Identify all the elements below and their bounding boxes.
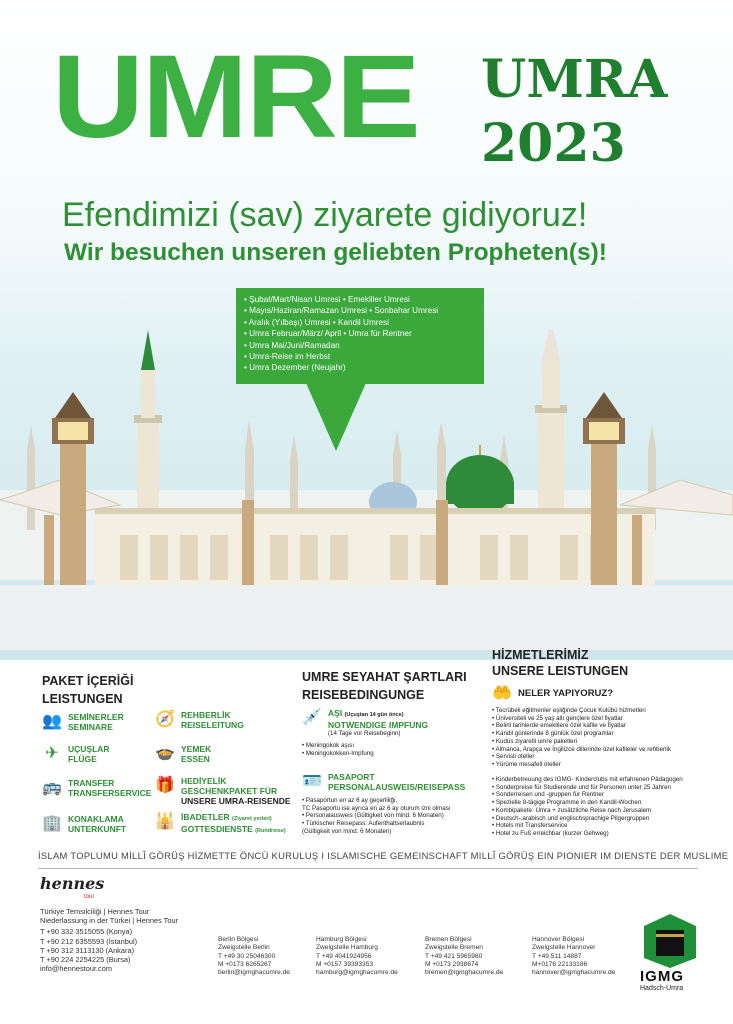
phone: T +90 312 3113130 (Ankara) xyxy=(40,945,135,955)
branch-tr: Hannover Bölgesi xyxy=(532,936,585,943)
sartlar-section xyxy=(302,670,467,703)
list-item: • Servisli oteller xyxy=(492,753,535,761)
list-item: • Belirli tarihlerde emeklilere özel kafile ve fiyatlar xyxy=(492,722,626,730)
headline-umre: UMRE xyxy=(52,31,419,163)
kaaba-icon xyxy=(640,910,700,970)
branch-mobile: M+0176 22133186 xyxy=(532,960,588,968)
asi-tr-small: (Uçuştan 14 gün önce) xyxy=(344,712,404,718)
item-de: GOTTESDIENSTE xyxy=(181,824,253,834)
services-tr-list xyxy=(492,707,671,769)
list-item: • Meningokok aşısı xyxy=(302,742,355,749)
list-item: • Personalausweis (Gültigkeit von mind. 6 Monaten) xyxy=(302,812,444,820)
list-item: • Tecrübeli eğitmenler eşliğinde Çocuk Kulübü hizmetleri xyxy=(492,707,646,714)
hennes-contact xyxy=(40,907,178,973)
paket-item-hotel xyxy=(42,814,126,834)
dates-list xyxy=(236,288,484,380)
item-tr: KONAKLAMA xyxy=(68,814,124,824)
list-item: • Umra-Reise im Herbst xyxy=(244,352,331,362)
paket-item-food xyxy=(155,744,211,764)
branch-email[interactable]: hamburg@igmghacumre.de xyxy=(316,969,398,977)
hennes-logo: hennes xyxy=(40,874,105,893)
hennes-logo-sub: tour xyxy=(84,894,95,900)
pass-de: PERSONALAUSWEIS/REISEPASS xyxy=(328,782,466,792)
hands-icon: 🤲 xyxy=(492,685,512,702)
hizmet-section xyxy=(492,648,628,679)
branch-de: Zweigstelle Bremen xyxy=(425,944,483,952)
list-item: • Hotels mit Transferservice xyxy=(492,822,568,830)
pass-tr: PASAPORT xyxy=(328,772,375,782)
divider xyxy=(38,868,698,869)
list-item: • Deutsch-,arabisch und englischsprachige Pilgergruppen xyxy=(492,814,650,822)
paket-item-transfer xyxy=(42,778,151,798)
paket-title-tr: PAKET İÇERİĞİ xyxy=(42,674,134,688)
vaccine-block xyxy=(302,708,428,738)
branch-phone: T +49 4041924956 xyxy=(316,952,372,960)
list-item: • Yürüme mesafeli oteller xyxy=(492,760,561,768)
plane-icon: ✈ xyxy=(45,745,59,762)
branch-mobile: M +0157 39393353 xyxy=(316,960,374,968)
group-icon: 👥 xyxy=(42,713,62,730)
list-item: • Aralık (Yılbaşı) Umresi • Kandil Umresi xyxy=(244,317,389,327)
list-item: TC Pasaportu ise ayrıca en az 6 ay oturum izni olması xyxy=(302,804,451,812)
list-item: • Almanca, Arapça ve İngilizce dillerinde özel kafileler ve rehberlik xyxy=(492,745,671,753)
item-tr: İBADETLER xyxy=(181,812,230,822)
paket-item-flights xyxy=(42,744,110,764)
item-de: SEMINARE xyxy=(68,722,113,732)
passport-list xyxy=(302,797,451,836)
list-item: • Kombipakete: Umra + zusätzliche Reise nach Jerusalem xyxy=(492,806,652,814)
hizmet-title-tr: HİZMETLERİMİZ xyxy=(492,648,589,662)
list-item: • Pasaportun en az 6 ay geçerliliği, xyxy=(302,797,398,804)
hennes-line1: Türkiye Temsilciliği | Hennes Tour xyxy=(40,907,150,916)
list-item: • Spezielle 8-tägige Programme in den Kandil-Wochen xyxy=(492,799,642,807)
branch-de: Zweigstelle Berlin xyxy=(218,944,270,952)
paket-item-seminar xyxy=(42,712,124,732)
item-tr-small: (Ziyaret yerleri) xyxy=(232,816,272,822)
list-item: • Sonderpreise für Studierende und für Personen unter 25 Jahren xyxy=(492,783,671,791)
phone: T +90 224 2254225 (Bursa) xyxy=(40,955,131,965)
list-item: • Kudüs ziyaretli umre paketleri xyxy=(492,737,578,745)
paket-section xyxy=(42,674,133,707)
paket-item-prayer xyxy=(155,812,286,836)
vaccine-list xyxy=(302,742,374,757)
list-item: • Türkischer Reisepass: Aufenthaltserlaubnis xyxy=(302,820,425,828)
item-tr: UÇUŞLAR xyxy=(68,744,110,754)
branch-mobile: M +0173 6265267 xyxy=(218,960,272,968)
item-tr: YEMEK xyxy=(181,744,212,754)
branch-tr: Berlin Bölgesi xyxy=(218,936,259,943)
slogan-bar: İSLAM TOPLUMU MİLLÎ GÖRÜŞ HİZMETTE ÖNCÜ KURULUŞ I ISLAMISCHE GEMEINSCHAFT MILLÎ GÖRÜŞ EIN PIONIER IM DIENSTE DER MUSLIME xyxy=(38,850,729,861)
hotel-icon: 🏢 xyxy=(42,815,62,832)
item-de: REISELEITUNG xyxy=(181,720,244,730)
branch-berlin xyxy=(218,936,290,977)
igmg-logo xyxy=(640,910,700,970)
branch-email[interactable]: berlin@igmghacumre.de xyxy=(218,969,290,977)
list-item: • Umra Februar/März/ April • Umra für Rentner xyxy=(244,329,412,339)
list-item: • Umra Dezember (Neujahr) xyxy=(244,363,346,373)
hennes-email[interactable]: info@hennestour.com xyxy=(40,964,113,974)
asi-de: NOTWENDIGE IMPFUNG xyxy=(328,720,429,730)
list-item: • Umra Mai/Juni/Ramadan xyxy=(244,340,340,350)
guide-icon: 🧭 xyxy=(155,711,175,728)
prayer-icon: 🕌 xyxy=(155,813,175,830)
hizmet-title-de: UNSERE LEISTUNGEN xyxy=(492,664,629,678)
list-item: • Üniversiteli ve 25 yaş altı gençlere özel fiyatlar xyxy=(492,714,623,722)
item-de: GESCHENKPAKET FÜR xyxy=(181,786,278,796)
food-icon: 🍲 xyxy=(155,745,175,762)
neler-label: NELER YAPIYORUZ? xyxy=(518,688,614,699)
item-tr: REHBERLİK xyxy=(181,710,231,720)
headline-umra: UMRA xyxy=(481,49,668,110)
branch-hannover xyxy=(532,936,615,977)
branch-phone: T +49 511 14887 xyxy=(532,952,582,960)
asi-tr: AŞI xyxy=(328,708,343,718)
list-item: • Sonderreisen und -gruppen für Rentner xyxy=(492,791,604,799)
sartlar-title-tr: UMRE SEYAHAT ŞARTLARI xyxy=(302,670,467,684)
branch-tr: Hamburg Bölgesi xyxy=(316,936,367,943)
list-item: • Mayıs/Haziran/Ramazan Umresi • Sonbahar Umresi xyxy=(244,306,439,316)
list-item: (Gültigkeit von mind. 6 Monaten) xyxy=(302,827,392,835)
item-de: UNTERKUNFT xyxy=(68,824,127,834)
branch-tr: Bremen Bölgesi xyxy=(425,936,472,943)
item-de2: UNSERE UMRA-REISENDE xyxy=(181,796,291,806)
dates-bubble xyxy=(236,288,484,384)
asi-de-small: (14 Tage vor Reisebeginn) xyxy=(328,730,401,737)
branch-de: Zweigstelle Hamburg xyxy=(316,944,378,952)
tagline-turkish: Efendimizi (sav) ziyarete gidiyoruz! xyxy=(62,196,588,234)
paket-item-guide xyxy=(155,710,244,730)
branch-de: Zweigstelle Hannover xyxy=(532,944,596,952)
passport-icon: 🪪 xyxy=(302,773,322,790)
services-de-list xyxy=(492,776,683,838)
headline-year: 2023 xyxy=(481,113,626,174)
item-de-small: (Rundreise) xyxy=(255,828,286,834)
branch-email[interactable]: bremen@igmghacumre.de xyxy=(425,969,504,977)
phone: T +90 212 6355593 (İstanbul) xyxy=(40,936,138,946)
branch-hamburg xyxy=(316,936,398,977)
item-tr: SEMİNERLER xyxy=(68,712,124,722)
branch-mobile: M +0173 2938674 xyxy=(425,960,479,968)
igmg-sub: Hadsch-Umra xyxy=(640,985,684,992)
item-de: TRANSFERSERVICE xyxy=(68,788,152,798)
item-de: FLÜGE xyxy=(68,754,97,764)
neler-heading xyxy=(492,684,613,704)
list-item: • Hotel zu Fuß erreichbar (kurzer Gehweg) xyxy=(492,829,609,837)
gift-icon: 🎁 xyxy=(155,777,175,794)
hennes-line2: Niederlassung in der Türkei | Hennes Tour xyxy=(40,916,179,926)
branch-email[interactable]: hannover@igmghacumre.de xyxy=(532,969,616,977)
paket-item-gift xyxy=(155,776,291,806)
sartlar-title-de: REISEBEDINGUNGE xyxy=(302,688,425,702)
bus-icon: 🚌 xyxy=(42,779,62,796)
item-tr: TRANSFER xyxy=(68,778,115,788)
bubble-tail xyxy=(306,383,366,451)
item-tr: HEDİYELİK xyxy=(181,776,227,786)
item-de: ESSEN xyxy=(181,754,210,764)
list-item: • Meningokokken-Impfung xyxy=(302,749,374,757)
igmg-text: IGMG xyxy=(640,968,684,985)
list-item: • Kandil günlerinde 8 günlük özel programlar xyxy=(492,730,614,738)
phone: T +90 332 3515055 (Konya) xyxy=(40,927,133,937)
list-item: • Şubat/Mart/Nisan Umresi • Emekliler Umresi xyxy=(244,295,410,304)
paket-title-de: LEISTUNGEN xyxy=(42,692,123,706)
list-item: • Kinderbetreuung des IGMG- Kinderclubs mit erfahrenen Pädagogen xyxy=(492,776,683,783)
branch-phone: T +49 30 25046300 xyxy=(218,952,276,960)
tagline-german: Wir besuchen unseren geliebten Propheten(s)! xyxy=(64,239,607,266)
passport-block xyxy=(302,772,465,792)
syringe-icon: 💉 xyxy=(302,709,322,726)
branch-bremen xyxy=(425,936,503,977)
branch-phone: T +49 421 5965980 xyxy=(425,952,483,960)
